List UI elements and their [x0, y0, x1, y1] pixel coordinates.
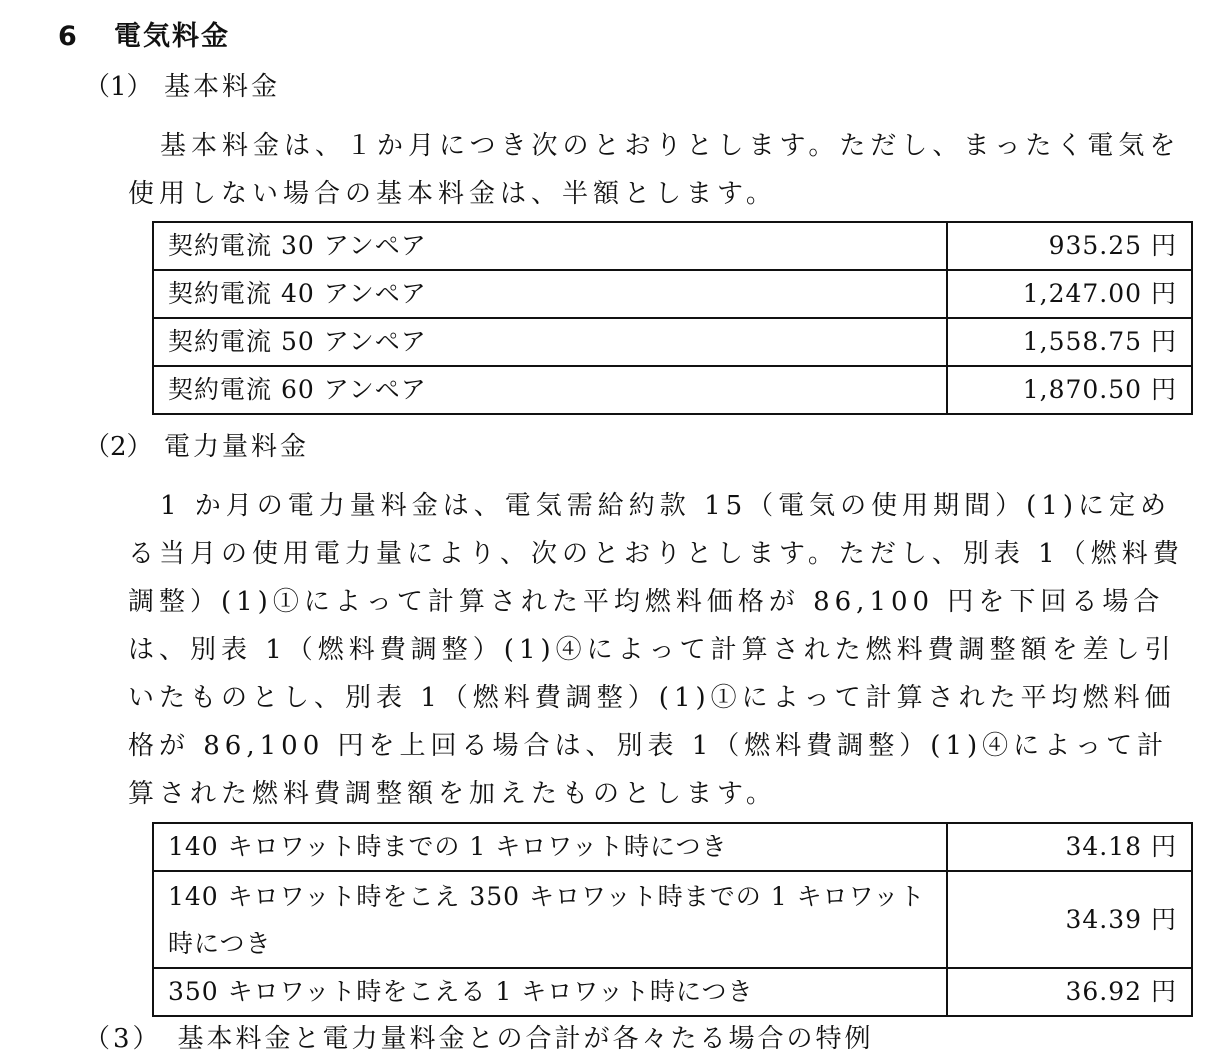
table-cell-label: 契約電流 30 アンペア: [153, 222, 947, 270]
table-cell-value: 36.92 円: [947, 968, 1192, 1016]
basic-fee-table: [152, 221, 1193, 415]
table-cell-label: 契約電流 60 アンペア: [153, 366, 947, 414]
energy-fee-paragraph: 1 か月の電力量料金は、電気需給約款 15（電気の使用期間）(1)に定める当月の使用電力量により、次のとおりとします。ただし、別表 1（燃料費調整）(1)①によって計算された平均燃料価格が 86,100 円を下回る場合は、別表 1（燃料費調整）(1)④によって計算された燃料費調整額を差し引いたものとし、別表 1（燃料費調整）(1)①によって計算された平均燃料価格が 86,100 円を上回る場合は、別表 1（燃料費調整）(1)④によって計算された燃料費調整額を加えたものとします。: [128, 491, 1184, 809]
subsection-energy-heading: [84, 426, 309, 463]
subsection-number: （1）: [84, 72, 153, 102]
table-cell-label: 140 キロワット時までの 1 キロワット時につき: [153, 823, 947, 871]
table-row: [153, 318, 1192, 366]
table-cell-value: 1,247.00 円: [947, 270, 1192, 318]
table-row: [153, 366, 1192, 414]
table-row: [153, 871, 1192, 968]
section-heading: [58, 14, 230, 53]
table-row: [153, 823, 1192, 871]
table-row: [153, 222, 1192, 270]
section-title: 電気料金: [114, 21, 230, 52]
section-number: 6: [58, 21, 79, 52]
next-subsection-partial: （3） 基本料金と電力量料金との合計が各々たる場合の特例: [84, 1024, 874, 1054]
table-cell-value: 1,558.75 円: [947, 318, 1192, 366]
basic-fee-paragraph: 基本料金は、１か月につき次のとおりとします。ただし、まったく電気を使用しない場合の基本料金は、半額とします。: [128, 131, 1181, 209]
table-cell-value: 34.18 円: [947, 823, 1192, 871]
energy-fee-table: [152, 822, 1193, 1017]
table-row: [153, 968, 1192, 1016]
table-cell-value: 1,870.50 円: [947, 366, 1192, 414]
subsection-basic-heading: [84, 66, 280, 103]
subsection-title: 電力量料金: [164, 432, 310, 462]
table-cell-label: 350 キロワット時をこえる 1 キロワット時につき: [153, 968, 947, 1016]
table-cell-value: 34.39 円: [947, 871, 1192, 968]
subsection-title: 基本料金: [164, 72, 281, 102]
subsection-number: （2）: [84, 432, 153, 462]
table-cell-value: 935.25 円: [947, 222, 1192, 270]
table-cell-label: 140 キロワット時をこえ 350 キロワット時までの 1 キロワット時につき: [153, 871, 947, 968]
table-cell-label: 契約電流 50 アンペア: [153, 318, 947, 366]
table-row: [153, 270, 1192, 318]
table-cell-label: 契約電流 40 アンペア: [153, 270, 947, 318]
